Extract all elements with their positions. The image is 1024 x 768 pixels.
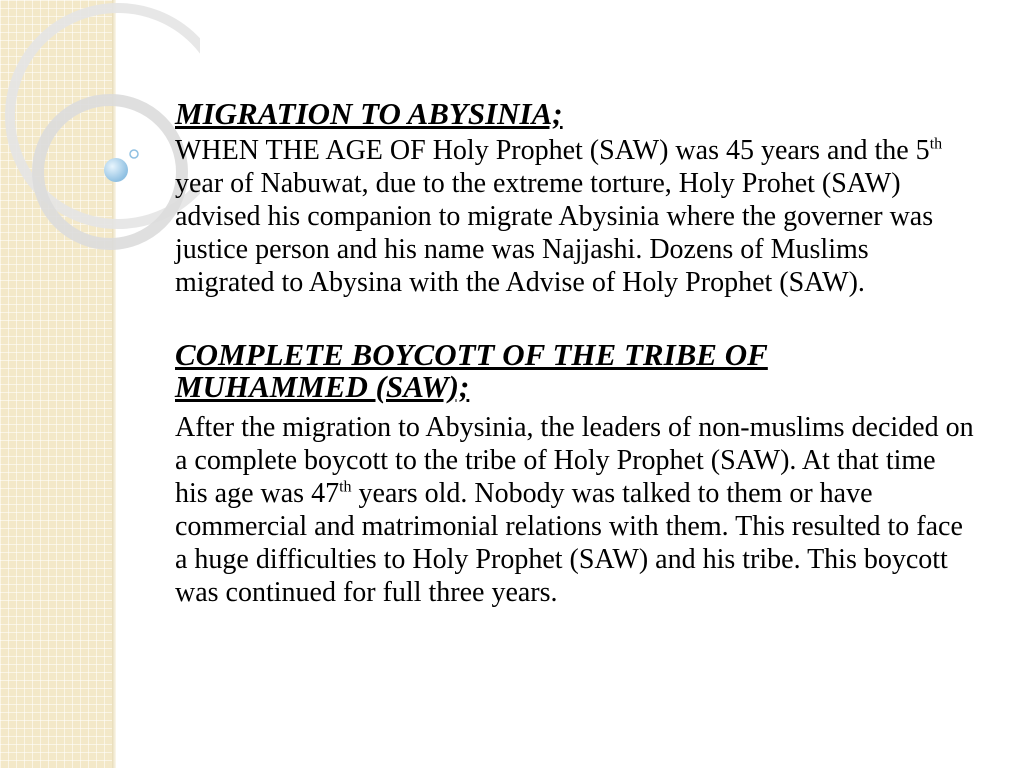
body-text-part: After the migration to Abysinia, the leaders of non-muslims decided on a complete boycott to the tribe of Holy Prophet (SAW). At that time his age was 47 (175, 412, 974, 509)
slide-content (175, 98, 975, 609)
ring-bullet (104, 158, 128, 182)
section-heading-migration: MIGRATION TO ABYSINIA; (175, 96, 563, 131)
superscript: th (929, 135, 943, 153)
section-body-boycott (175, 411, 975, 609)
decorative-rings (0, 0, 200, 768)
section-heading-boycott: COMPLETE BOYCOTT OF THE TRIBE OF MUHAMMED (SAW); (175, 337, 768, 404)
body-text-part: WHEN THE AGE OF Holy Prophet (SAW) was 45 years and the 5 (175, 135, 930, 166)
body-text-part: years old. Nobody was talked to them or have commercial and matrimonial relations with them. This resulted to face a huge difficulties to Holy Prophet (SAW) and his tribe. This boycott was continued for full three years. (175, 478, 963, 608)
section-body-migration (175, 134, 975, 299)
ring-dot (130, 150, 138, 158)
superscript: th (339, 478, 352, 496)
body-text-part: year of Nabuwat, due to the extreme torture, Holy Prohet (SAW) advised his companion to migrate Abysinia where the governer was justice person and his name was Najjashi. Dozens of Muslims migrated to Abysina with the Advise of Holy Prophet (SAW). (175, 168, 934, 298)
